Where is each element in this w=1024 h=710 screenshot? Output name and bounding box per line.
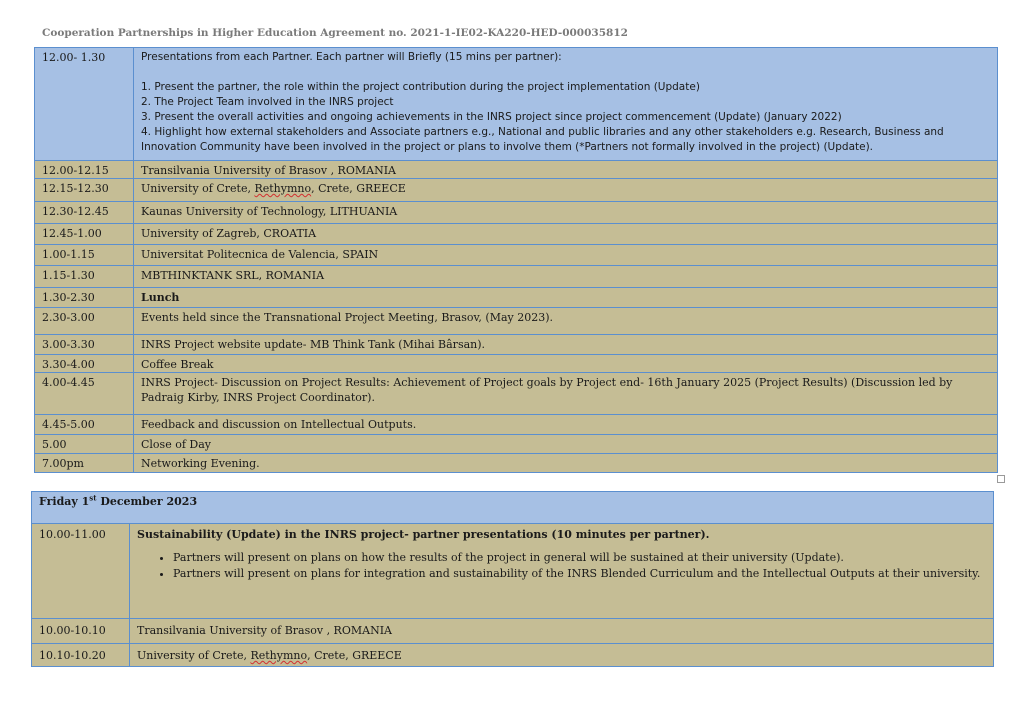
agenda-table-friday: [31, 491, 994, 667]
day-heading: [32, 492, 994, 524]
table-row: [35, 245, 998, 266]
table-row-sustainability: [32, 524, 994, 619]
time-cell: 12.30-12.45: [35, 202, 134, 224]
activity-cell: Kaunas University of Technology, LITHUANIA: [134, 202, 998, 224]
day-heading-text: December 2023: [96, 495, 198, 508]
activity-cell: INRS Project website update- MB Think Tank (Mihai Bârsan).: [134, 335, 998, 355]
time-cell: 3.30-4.00: [35, 355, 134, 373]
time-cell: 7.00pm: [35, 454, 134, 473]
presentation-point: 4. Highlight how external stakeholders and Associate partners e.g., National and public libraries and any other stakeholders e.g. Research, Business and Innovation Community have been involved in the project or plans to involve them (*Partners not formally involved in the project) (Update).: [141, 126, 944, 153]
table-row: [32, 644, 994, 667]
document-header: Cooperation Partnerships in Higher Education Agreement no. 2021-1-IE02-KA220-HED-000035812: [42, 27, 628, 39]
presentation-point: 1. Present the partner, the role within the project contribution during the project implementation (Update): [141, 81, 700, 93]
time-cell: 10.10-10.20: [32, 644, 130, 667]
table-row: [35, 355, 998, 373]
table-row: [35, 161, 998, 179]
spellcheck-word: Rethymno: [250, 649, 308, 662]
activity-text: University of Crete,: [141, 182, 255, 195]
activity-text: , Crete, GREECE: [307, 649, 402, 662]
list-item: • Partners will present on plans on how the results of the project in general will be sustained at their university (Update).: [173, 550, 987, 566]
time-cell: 10.00-10.10: [32, 619, 130, 644]
sustainability-title: Sustainability (Update) in the INRS project- partner presentations (10 minutes per partner).: [137, 528, 710, 541]
activity-cell: University of Zagreb, CROATIA: [134, 224, 998, 245]
time-cell: 12.00- 1.30: [35, 48, 134, 161]
table-row: [35, 335, 998, 355]
time-cell: 4.45-5.00: [35, 415, 134, 435]
activity-cell: [134, 179, 998, 202]
table-row: [35, 288, 998, 308]
activity-cell: Universitat Politecnica de Valencia, SPAIN: [134, 245, 998, 266]
time-cell: 4.00-4.45: [35, 373, 134, 415]
time-cell: 2.30-3.00: [35, 308, 134, 335]
time-cell: 12.45-1.00: [35, 224, 134, 245]
table-row: [35, 415, 998, 435]
time-cell: 5.00: [35, 435, 134, 454]
time-cell: 3.00-3.30: [35, 335, 134, 355]
activity-cell: Feedback and discussion on Intellectual Outputs.: [134, 415, 998, 435]
time-cell: 1.00-1.15: [35, 245, 134, 266]
table-row: [32, 619, 994, 644]
day-heading-text: Friday 1: [39, 495, 90, 508]
activity-text: University of Crete,: [137, 649, 251, 662]
presentations-cell: [134, 48, 998, 161]
time-cell: 12.00-12.15: [35, 161, 134, 179]
activity-cell: Lunch: [134, 288, 998, 308]
activity-cell: Transilvania University of Brasov , ROMANIA: [134, 161, 998, 179]
table-row: [35, 179, 998, 202]
presentation-point: 3. Present the overall activities and ongoing achievements in the INRS project since project commencement (Update) (January 2022): [141, 111, 842, 123]
table-row: [35, 224, 998, 245]
activity-cell: Coffee Break: [134, 355, 998, 373]
activity-cell: [130, 644, 994, 667]
activity-cell: Events held since the Transnational Project Meeting, Brasov, (May 2023).: [134, 308, 998, 335]
presentation-point: 2. The Project Team involved in the INRS project: [141, 96, 394, 108]
table-row-day-heading: [32, 492, 994, 524]
time-cell: 1.30-2.30: [35, 288, 134, 308]
activity-cell: MBTHINKTANK SRL, ROMANIA: [134, 266, 998, 288]
agenda-table-day1: [34, 47, 998, 473]
presentations-intro: Presentations from each Partner. Each partner will Briefly (15 mins per partner):: [141, 51, 562, 63]
activity-cell: Close of Day: [134, 435, 998, 454]
table-resize-handle[interactable]: [997, 475, 1005, 483]
sustainability-cell: [130, 524, 994, 619]
activity-cell: Transilvania University of Brasov , ROMANIA: [130, 619, 994, 644]
list-item: • Partners will present on plans for integration and sustainability of the INRS Blended Curriculum and the Intellectual Outputs at their university.: [173, 566, 987, 582]
table-row: [35, 435, 998, 454]
day-heading-sup: st: [89, 493, 97, 503]
spellcheck-word: Rethymno: [254, 182, 312, 195]
sustainability-bullets: [137, 550, 987, 582]
table-row: [35, 454, 998, 473]
time-cell: 10.00-11.00: [32, 524, 130, 619]
table-row-presentations: [35, 48, 998, 161]
activity-text: , Crete, GREECE: [311, 182, 406, 195]
table-row: [35, 308, 998, 335]
table-row: [35, 266, 998, 288]
table-row: [35, 373, 998, 415]
table-row: [35, 202, 998, 224]
time-cell: 1.15-1.30: [35, 266, 134, 288]
time-cell: 12.15-12.30: [35, 179, 134, 202]
activity-cell: INRS Project- Discussion on Project Results: Achievement of Project goals by Project end- 16th January 2025 (Project Results) (Discussion led by Padraig Kirby, INRS Project Coordinator).: [134, 373, 998, 415]
activity-cell: Networking Evening.: [134, 454, 998, 473]
